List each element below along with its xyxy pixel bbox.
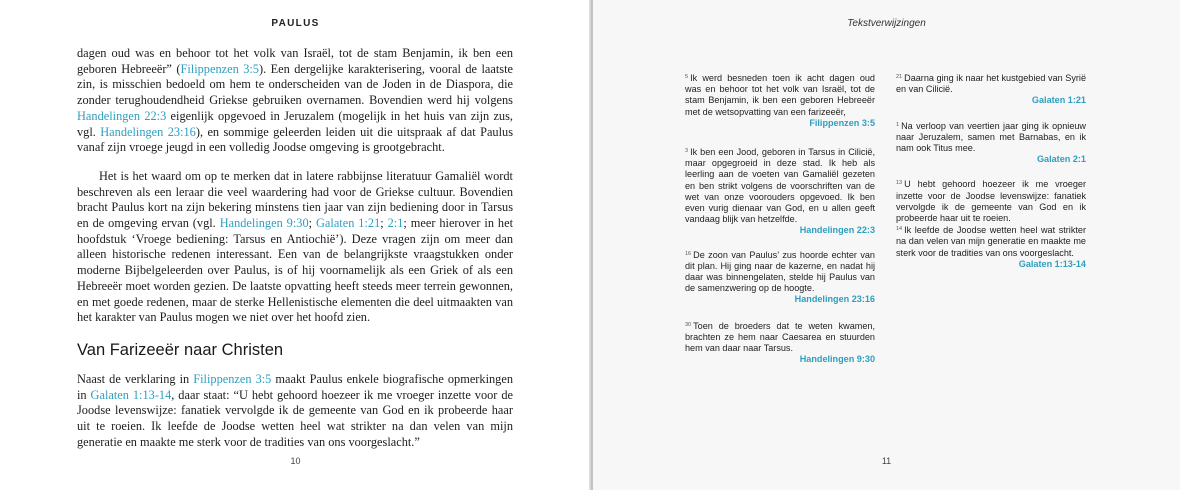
verse-text: De zoon van Paulus’ zus hoorde echter van dit plan. Hij ging naar de kazerne, en nadat hij daar was binnengelaten, stelde hij Paulus van de samenzwering op de hoogte. xyxy=(685,249,875,294)
text: dagen oud was en behoor tot het volk van Israël, tot de stam Benjamin, ik ben een geboren Hebreeër” ( xyxy=(77,46,513,76)
text: ). Een dergelijke karakterisering, vooral de laatste zin, is misschien bedoeld om hem te onderscheiden van de Joden in de Diaspora, die zonder terughoudendheid Griekse gebruiken overnamen. Bovendien werd hij volgens xyxy=(77,61,513,108)
running-head: Tekstverwijzingen xyxy=(847,18,926,29)
body-text xyxy=(77,46,513,450)
verse-citation[interactable]: Handelingen 9:30 xyxy=(799,354,875,365)
scripture-link[interactable]: 2:1 xyxy=(387,216,404,231)
verse-note xyxy=(896,178,1086,224)
text: Naast de verklaring in xyxy=(77,371,194,386)
verse-number: 21 xyxy=(896,74,903,80)
section-heading: Van Farizeeër naar Christen xyxy=(77,340,284,359)
right-page xyxy=(593,0,1180,490)
verse-text: Ik leefde de Joodse wetten heel wat strikter na dan velen van mijn generatie en maakte me sterk voor de tradities van ons voorgeslacht. xyxy=(896,225,1086,258)
verse-text: Daarna ging ik naar het kustgebied van Syrië en van Cilicië. xyxy=(896,73,1086,95)
verse-note xyxy=(685,146,875,225)
verse-number: 1 xyxy=(896,121,900,128)
verse-citation[interactable]: Galaten 1:21 xyxy=(1031,95,1086,106)
verse-note xyxy=(896,72,1086,95)
scripture-link[interactable]: Handelingen 9:30 xyxy=(219,216,309,231)
scripture-link[interactable]: Handelingen 22:3 xyxy=(77,108,167,123)
text: maakt Paulus enkele biografische opmerkingen in xyxy=(77,371,513,402)
verse-text: U hebt gehoord hoezeer ik me vroeger inzette voor de Joodse levenswijze: fanatiek vervolgde ik de gemeente van God en ik probeerde haar uit te roeien. xyxy=(896,179,1086,224)
scripture-link[interactable]: Galaten 1:13-14 xyxy=(90,387,172,402)
scripture-link[interactable]: Filippenzen 3:5 xyxy=(180,61,259,76)
text: eigenlijk opgevoed in Jeruzalem (mogelijk in het huis van zijn zus, vgl. xyxy=(77,108,513,139)
verse-number: 30 xyxy=(685,321,692,328)
references-column-2 xyxy=(896,72,1086,270)
verse-note xyxy=(685,249,875,295)
verse-citation[interactable]: Filippenzen 3:5 xyxy=(809,117,875,128)
verse-note xyxy=(685,320,875,355)
verse-citation[interactable]: Handelingen 22:3 xyxy=(799,225,875,236)
page-number: 11 xyxy=(881,456,892,466)
verse-number: 14 xyxy=(896,226,903,233)
verse-number: 16 xyxy=(685,250,692,257)
verse-text: Toen de broeders dat te weten kwamen, brachten ze hem naar Caesarea en stuurden hem van daar naar Tarsus. xyxy=(685,320,875,354)
verse-number: 13 xyxy=(896,180,903,187)
running-head: PAULUS xyxy=(271,18,320,29)
verse-number: 3 xyxy=(685,148,689,155)
verse-text: Na verloop van veertien jaar ging ik opnieuw naar Jeruzalem, samen met Barnabas, en ik nam ook Titus mee. xyxy=(896,120,1086,154)
paragraph-2 xyxy=(77,169,513,326)
page-number: 10 xyxy=(290,456,301,466)
text: ; meer hierover in het hoofdstuk ‘Vroege bediening: Tarsus en Antiochië’). Deze vragen zijn om meer dan alleen historische redenen interessant. Een van de belangrijkste vraagstukken onder moderne Bijbelgeleerden over Paulus, is of hij voornamelijk als een Griek of als een Hebreeër moet worden gezien. De laatste opvatting heeft steeds meer terrein gewonnen, en met goede redenen, maar de sterke Hellenistische elementen die deel uitmaakten van het karakter van Paulus mogen we niet over het hoofd zien. xyxy=(77,216,514,325)
references-column-1 xyxy=(685,72,875,365)
verse-text: Ik werd besneden toen ik acht dagen oud was en behoor tot het volk van Israël, tot de stam Benjamin, ik ben een geboren Hebreeër met de wetsopvatting van een farizeeër, xyxy=(685,73,875,117)
scripture-link[interactable]: Handelingen 23:16 xyxy=(100,124,196,139)
text: ; xyxy=(308,216,316,231)
verse-note xyxy=(896,120,1086,155)
scripture-link[interactable]: Filippenzen 3:5 xyxy=(193,371,272,386)
verse-citation[interactable]: Galaten 1:13-14 xyxy=(1018,258,1086,269)
verse-text: Ik ben een Jood, geboren in Tarsus in Cilicië, maar opgegroeid in deze stad. Ik heb als leerling aan de voeten van Gamaliël gezeten en ben strikt volgens de voorschriften van de wet van onze voorouders opgevoed. Ik ben even vurig dienaar van God, en u allen geeft vandaag blijk van hetzelfde. xyxy=(685,147,875,225)
text: Het is het waard om op te merken dat in latere rabbijnse literatuur Gamaliël wordt beschreven als een leraar die veel waardering had voor de Griekse cultuur. Bovendien bracht Paulus kort na zijn bekering minstens tien jaar van zijn bediening door in Tarsus en de omgeving ervan (vgl. xyxy=(77,168,513,231)
verse-citation[interactable]: Galaten 2:1 xyxy=(1036,154,1086,165)
text: , daar staat: “U hebt gehoord hoezeer ik me vroeger inzette voor de Joodse levenswijze: fanatiek vervolgde ik de gemeente van God en ik probeerde haar uit te roeien. Ik leefde de Joodse wetten heel wat strikter na dan velen van mijn generatie en maakte me sterk voor de tradities van ons voorgeslacht.” xyxy=(77,387,513,449)
verse-citation[interactable]: Handelingen 23:16 xyxy=(794,294,875,305)
verse-number: 5 xyxy=(685,74,689,80)
text: ), en sommige geleerden leiden uit die uitspraak af dat Paulus vanaf zijn vroege jeugd in een volledig Joodse omgeving is grootgebracht. xyxy=(77,124,514,155)
paragraph-1 xyxy=(77,46,513,156)
scripture-link[interactable]: Galaten 1:21 xyxy=(316,216,381,231)
paragraph-3 xyxy=(77,372,513,451)
verse-note xyxy=(896,224,1086,259)
verse-note xyxy=(685,72,875,118)
text: ; xyxy=(380,216,388,231)
